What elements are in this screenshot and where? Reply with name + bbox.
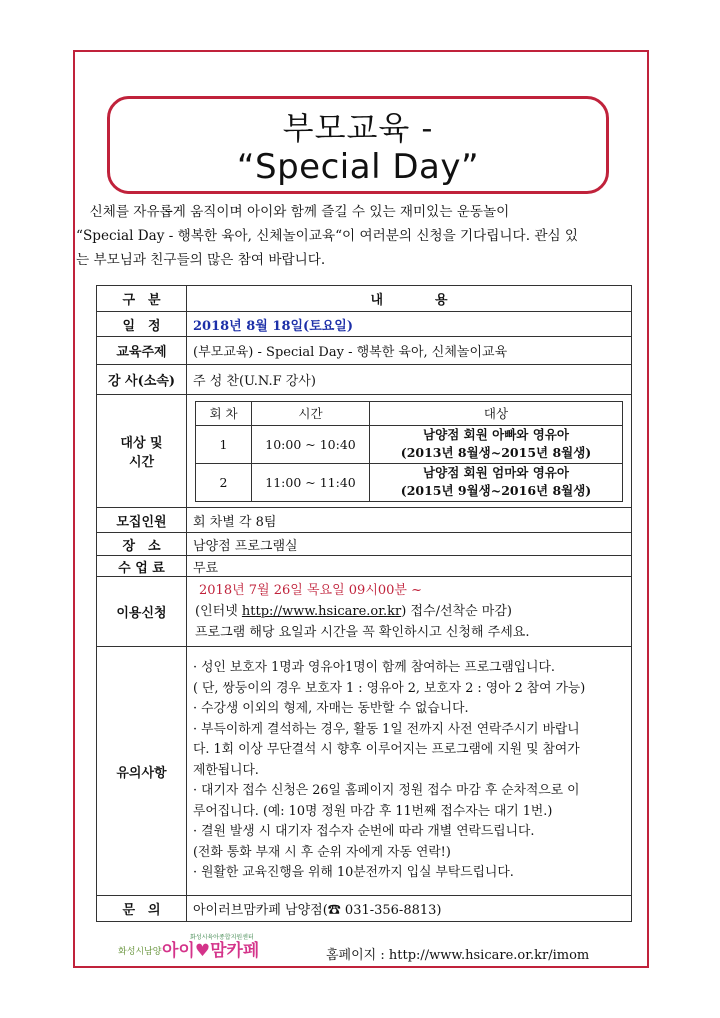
logo-region: 화성시남양	[118, 947, 162, 957]
header-content: 내 용	[187, 286, 632, 312]
value-place: 남양점 프로그램실	[187, 533, 632, 556]
schedule-cell	[187, 395, 632, 508]
schedule-header-session: 회 차	[196, 401, 252, 425]
value-date: 2018년 8월 18일(토요일)	[187, 312, 632, 337]
schedule-header-row	[196, 401, 623, 425]
apply-method-suffix: ) 접수/선착순 마감)	[401, 604, 512, 619]
schedule-target-line2: (2015년 9월생~2016년 8월생)	[400, 483, 592, 498]
schedule-session: 1	[196, 425, 252, 463]
notes-line: 제한됩니다.	[193, 762, 259, 778]
schedule-table	[195, 401, 623, 502]
apply-website-link[interactable]: http://www.hsicare.or.kr	[241, 604, 402, 619]
value-fee: 무료	[187, 556, 632, 577]
label-target	[97, 395, 187, 508]
header-category: 구 분	[97, 286, 187, 312]
apply-method-prefix: (인터넷	[195, 604, 242, 619]
intro-line: 는 부모님과 친구들의 많은 참여 바랍니다.	[76, 252, 326, 268]
intro-line: “Special Day - 행복한 육아, 신체놀이교육“이 여러분의 신청을 기다립니다. 관심 있	[76, 228, 579, 244]
table-row-date	[97, 312, 632, 337]
schedule-target	[370, 425, 623, 463]
label-fee: 수 업 료	[97, 556, 187, 577]
label-target-line2: 시간	[128, 455, 155, 470]
notes-cell	[187, 647, 632, 896]
value-recruit: 회 차별 각 8팀	[187, 508, 632, 533]
schedule-row	[196, 463, 623, 501]
table-header-row	[97, 286, 632, 312]
table-row-instructor	[97, 365, 632, 395]
value-topic: (부모교육) - Special Day - 행복한 육아, 신체놀이교육	[187, 337, 632, 365]
table-row-notes	[97, 647, 632, 896]
apply-notice: 프로그램 해당 요일과 시간을 꼭 확인하시고 신청해 주세요.	[195, 625, 530, 640]
notes-line: · 원활한 교육진행을 위해 10분전까지 입실 부탁드립니다.	[193, 865, 514, 881]
notes-line: 루어집니다. (예: 10명 정원 마감 후 11번째 접수자는 대기 1번.)	[193, 803, 553, 819]
table-row-place	[97, 533, 632, 556]
value-contact: 아이러브맘카페 남양점(☎ 031-356-8813)	[187, 896, 632, 922]
label-instructor: 강 사(소속)	[97, 365, 187, 395]
homepage-address: 홈페이지 : http://www.hsicare.or.kr/imom	[326, 948, 590, 963]
schedule-header-target: 대상	[370, 401, 623, 425]
apply-cell	[187, 577, 632, 647]
apply-method	[195, 601, 625, 622]
logo-org-name: 화성시육아종합지원센터	[190, 934, 254, 941]
table-row-apply	[97, 577, 632, 647]
intro-line: 신체를 자유롭게 움직이며 아이와 함께 즐길 수 있는 재미있는 운동놀이	[76, 204, 510, 220]
notes-line: · 부득이하게 결석하는 경우, 활동 1일 전까지 사전 연락주시기 바랍니	[193, 721, 580, 737]
table-row-recruit	[97, 508, 632, 533]
schedule-target-line1: 남양점 회원 엄마와 영유아	[423, 465, 569, 480]
label-notes: 유의사항	[97, 647, 187, 896]
intro-text	[76, 200, 648, 272]
label-place: 장 소	[97, 533, 187, 556]
label-apply: 이용신청	[97, 577, 187, 647]
label-recruit: 모집인원	[97, 508, 187, 533]
schedule-target	[370, 463, 623, 501]
notes-line: 다. 1회 이상 무단결석 시 향후 이루어지는 프로그램에 지원 및 참여가	[193, 742, 580, 758]
label-topic: 교육주제	[97, 337, 187, 365]
notes-line: (전화 통화 부재 시 후 순위 자에게 자동 연락!)	[193, 844, 451, 860]
title-box	[107, 96, 609, 194]
table-row-fee	[97, 556, 632, 577]
table-row-target	[97, 395, 632, 508]
schedule-target-line2: (2013년 8월생~2015년 8월생)	[400, 445, 592, 460]
label-target-line1: 대상 및	[120, 436, 163, 451]
notes-line: · 대기자 접수 신청은 26일 홈페이지 정원 접수 마감 후 순차적으로 이	[193, 783, 580, 799]
notes-line: ( 단, 쌍둥이의 경우 보호자 1 : 영유아 2, 보호자 2 : 영아 2 참여 가능)	[193, 680, 586, 696]
cafe-logo	[118, 932, 308, 962]
info-table	[96, 285, 632, 922]
value-instructor: 주 성 찬(U.N.F 강사)	[187, 365, 632, 395]
notes-line: · 성인 보호자 1명과 영유아1명이 함께 참여하는 프로그램입니다.	[193, 660, 555, 676]
label-contact: 문 의	[97, 896, 187, 922]
title-line1: 부모교육 -	[282, 109, 434, 147]
notes-line: · 결원 발생 시 대기자 접수자 순번에 따라 개별 연락드립니다.	[193, 824, 535, 840]
schedule-time: 11:00 ~ 11:40	[252, 463, 370, 501]
title-line2: “Special Day”	[236, 147, 480, 187]
table-row-topic	[97, 337, 632, 365]
notes-line: · 수강생 이외의 형제, 자매는 동반할 수 없습니다.	[193, 701, 469, 717]
apply-period: 2018년 7월 26일 목요일 09시00분 ~	[199, 583, 422, 598]
logo-cafe-name: 아이♥맘카페	[162, 941, 260, 961]
table-row-contact	[97, 896, 632, 922]
schedule-session: 2	[196, 463, 252, 501]
schedule-row	[196, 425, 623, 463]
schedule-time: 10:00 ~ 10:40	[252, 425, 370, 463]
schedule-header-time: 시간	[252, 401, 370, 425]
schedule-target-line1: 남양점 회원 아빠와 영유아	[423, 427, 569, 442]
label-date: 일 정	[97, 312, 187, 337]
